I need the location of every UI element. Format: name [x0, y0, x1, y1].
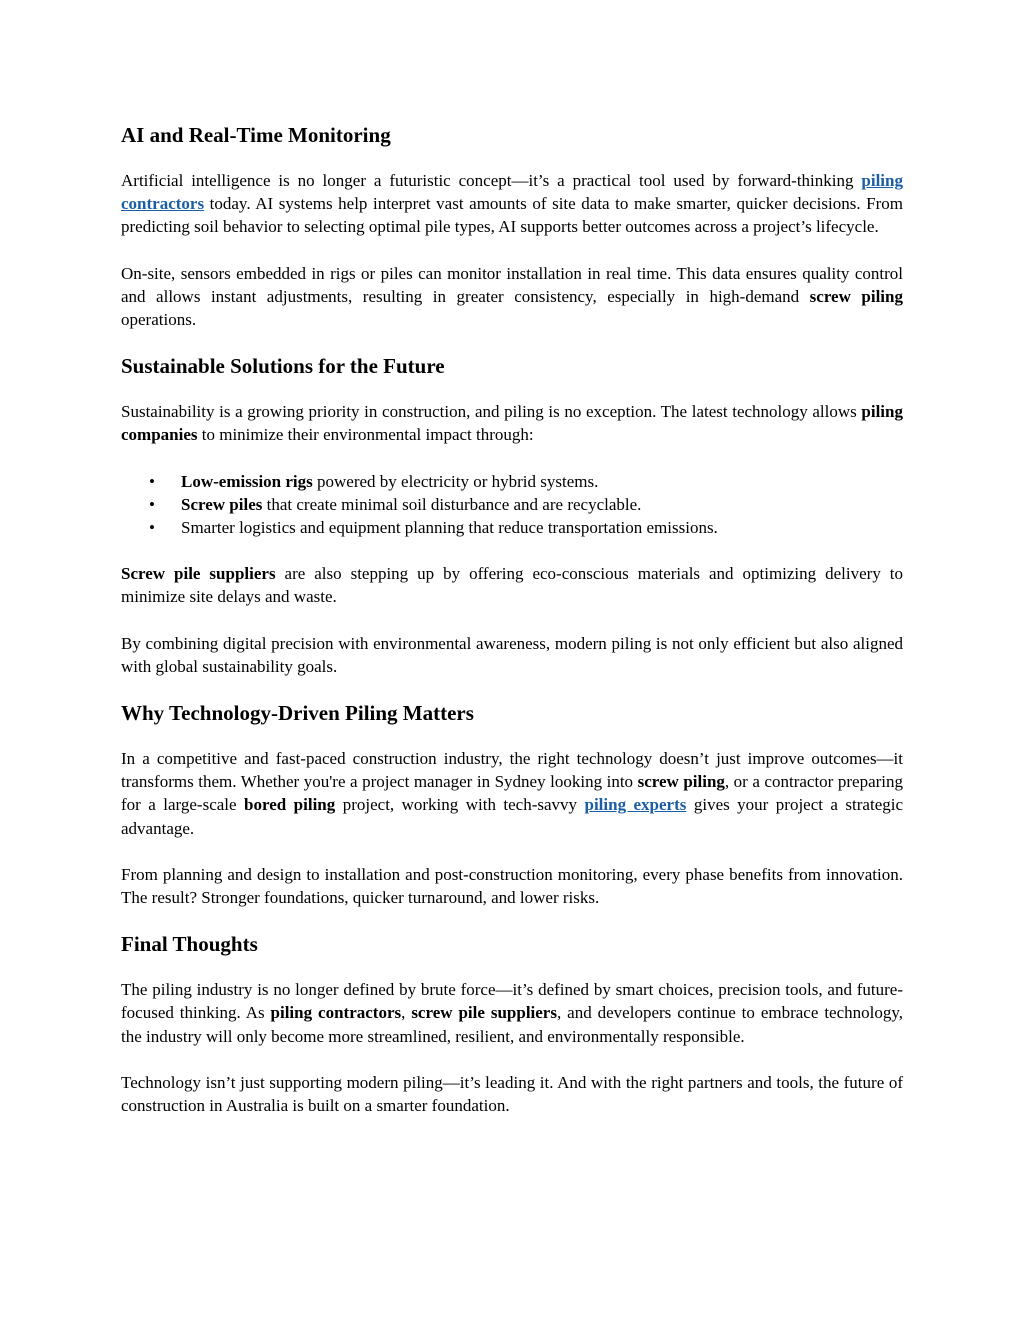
text-run: operations. — [121, 310, 197, 330]
paragraph-final-closing: Technology isn’t just supporting modern piling—it’s leading it. And with the right partners and tools, the future of construction in Australia is built on a smarter foundation. — [121, 1072, 903, 1116]
text-run: powered by electricity or hybrid systems. — [312, 471, 599, 491]
bold-piling-companies: piling companies — [121, 402, 903, 445]
bullet-icon: • — [149, 518, 155, 538]
text-run: that create minimal soil disturbance and are recyclable. — [262, 494, 642, 514]
text-run: project, working with tech-savvy — [335, 795, 585, 815]
heading-sustainable: Sustainable Solutions for the Future — [121, 354, 445, 379]
text-run: to minimize their environmental impact through: — [197, 425, 534, 445]
text-run: , or a contractor preparing for a large-scale — [121, 772, 903, 815]
text-run: In a competitive and fast-paced construction industry, the right technology doesn’t just improve outcomes—it transforms them. Whether you're a project manager in Sydney looking into — [121, 749, 903, 792]
paragraph-why-intro — [121, 747, 903, 840]
bold-screw-piling: screw piling — [809, 286, 903, 306]
text-run: Sustainability is a growing priority in construction, and piling is no exception. The latest technology allows — [121, 402, 862, 422]
list-item — [121, 470, 903, 493]
text-run: The piling industry is no longer defined by brute force—it’s defined by smart choices, precision tools, and future-focused thinking. As — [121, 980, 903, 1023]
bold-screw-pile-suppliers: Screw pile suppliers — [121, 564, 276, 584]
heading-why-technology: Why Technology-Driven Piling Matters — [121, 701, 474, 726]
bullet-icon: • — [149, 471, 155, 491]
text-run: today. AI systems help interpret vast amounts of site data to make smarter, quicker decisions. From predicting soil behavior to selecting optimal pile types, AI supports better outcomes across a project’s lifecycle. — [121, 194, 903, 237]
bold-bored-piling: bored piling — [244, 795, 336, 815]
text-run: , and developers continue to embrace technology, the industry will only become more streamlined, resilient, and environmentally responsible. — [121, 1003, 903, 1046]
paragraph-ai-sensors — [121, 262, 903, 332]
document-body — [121, 122, 903, 1117]
paragraph-planning: From planning and design to installation and post-construction monitoring, every phase benefits from innovation. The result? Stronger foundations, quicker turnaround, and lower risks. — [121, 864, 903, 908]
paragraph-final-intro — [121, 978, 903, 1048]
link-piling-experts[interactable]: piling experts — [584, 795, 687, 815]
bold-screw-pile-suppliers: screw pile suppliers — [411, 1003, 557, 1023]
text-run: On-site, sensors embedded in rigs or piles can monitor installation in real time. This data ensures quality control and allows instant adjustments, resulting in greater consistency, especially in high-demand — [121, 263, 903, 306]
paragraph-screw-pile-suppliers — [121, 562, 903, 608]
paragraph-sustainable-intro — [121, 400, 903, 446]
paragraph-digital-precision: By combining digital precision with environmental awareness, modern piling is not only efficient but also aligned with global sustainability goals. — [121, 633, 903, 676]
text-run: are also stepping up by offering eco-conscious materials and optimizing delivery to minimize site delays and waste. — [121, 564, 903, 607]
heading-final-thoughts: Final Thoughts — [121, 932, 258, 957]
paragraph-ai-intro — [121, 169, 903, 239]
text-run: Artificial intelligence is no longer a futuristic concept—it’s a practical tool used by forward-thinking — [121, 171, 862, 190]
bold-screw-piles: Screw piles — [181, 494, 263, 514]
list-item — [121, 516, 903, 539]
bold-low-emission-rigs: Low-emission rigs — [181, 471, 313, 491]
sustainability-bullet-list — [121, 470, 903, 540]
bold-screw-piling: screw piling — [637, 772, 725, 792]
link-piling-contractors[interactable]: piling contractors — [121, 171, 903, 214]
text-run: gives your project a strategic advantage. — [121, 795, 904, 838]
list-item — [121, 493, 903, 516]
text-run: , — [401, 1003, 412, 1023]
bold-piling-contractors: piling contractors — [270, 1003, 402, 1023]
text-run: Smarter logistics and equipment planning that reduce transportation emissions. — [181, 518, 718, 538]
bullet-icon: • — [149, 494, 155, 514]
heading-ai-monitoring: AI and Real-Time Monitoring — [121, 123, 391, 147]
